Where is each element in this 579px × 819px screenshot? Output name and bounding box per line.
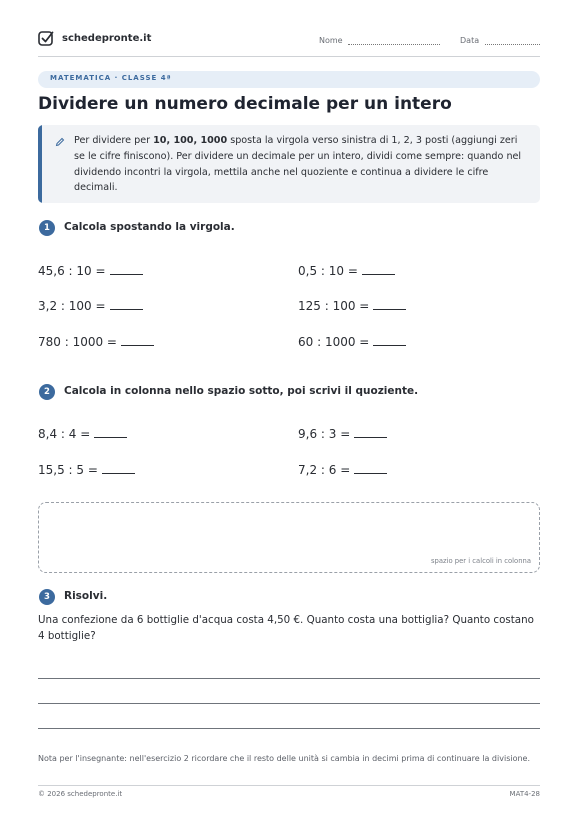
exercise-1-item [38,264,143,278]
answer-blank[interactable] [102,464,135,474]
footer-code: MAT4-28 [509,790,540,798]
exercise-1-item [38,335,154,349]
exercise-1-item [298,299,406,313]
exercise-2-item [298,427,387,441]
name-label: Nome [319,36,343,45]
problem-text: Una confezione da 6 bottiglie d'acqua costa 4,50 €. Quanto costa una bottiglia? Quanto costano 4 bottiglie? [38,614,534,642]
brand [38,30,151,46]
calculation-area[interactable] [38,502,540,573]
item-text: 15,5 : 5 = [38,463,98,477]
item-text: 125 : 100 = [298,299,370,313]
answer-blank[interactable] [121,336,154,346]
header-divider [38,56,540,57]
name-field[interactable] [319,36,440,45]
info-text-bold: 10, 100, 1000 [153,135,228,146]
answer-blank[interactable] [354,464,387,474]
answer-line[interactable] [38,678,540,679]
answer-blank[interactable] [373,300,406,310]
exercise-number-2: 2 [39,384,55,400]
date-blank[interactable] [485,36,540,45]
item-text: 3,2 : 100 = [38,299,106,313]
info-text [74,133,530,196]
item-text: 9,6 : 3 = [298,427,351,441]
answer-blank[interactable] [110,300,143,310]
exercise-2-title: Calcola in colonna nello spazio sotto, poi scrivi il quoziente. [64,385,419,397]
exercise-2-item [298,463,387,477]
calculation-area-label: spazio per i calcoli in colonna [431,557,531,565]
answer-blank[interactable] [373,336,406,346]
answer-line[interactable] [38,703,540,704]
exercise-1-item [298,264,395,278]
info-accent-bar [38,125,42,203]
footer-divider [38,785,540,786]
brand-name: schedepronte.it [62,32,152,44]
exercise-1-item [38,299,143,313]
name-blank[interactable] [348,36,440,45]
exercise-1-item [298,335,406,349]
answer-line[interactable] [38,728,540,729]
answer-blank[interactable] [94,428,127,438]
exercise-3-title: Risolvi. [64,590,108,602]
checkbox-logo-icon [38,30,54,46]
exercise-number-1: 1 [39,220,55,236]
info-text-part1: Per dividere per [74,135,154,146]
exercise-number-3: 3 [39,589,55,605]
page-title: Dividere un numero decimale per un intero [38,94,452,114]
exercise-1-title: Calcola spostando la virgola. [64,221,235,233]
info-text-part2: sposta la virgola verso sinistra di 1, 2, 3 posti (aggiungi zeri se le cifre finiscono). Per dividere un decimale per un intero, dividi come sempre: quando nel dividendo incontri la virgola, mettila anche nel quoziente e continua a dividere le cifre decimali. [74,135,522,194]
item-text: 780 : 1000 = [38,335,117,349]
pencil-icon [55,137,65,147]
answer-blank[interactable] [110,265,143,275]
item-text: 60 : 1000 = [298,335,370,349]
item-text: 0,5 : 10 = [298,264,358,278]
date-label: Data [460,36,480,45]
item-text: 7,2 : 6 = [298,463,351,477]
exercise-2-item [38,463,135,477]
category-label: MATEMATICA · CLASSE 4ª [50,74,172,82]
answer-blank[interactable] [354,428,387,438]
teacher-note: Nota per l'insegnante: nell'esercizio 2 ricordare che il resto delle unità si cambia in decimi prima di continuare la divisione. [38,754,531,763]
date-field[interactable] [460,36,540,45]
info-box [38,125,540,203]
footer-copyright: © 2026 schedepronte.it [38,790,123,798]
item-text: 8,4 : 4 = [38,427,91,441]
exercise-2-item [38,427,127,441]
item-text: 45,6 : 10 = [38,264,106,278]
answer-blank[interactable] [362,265,395,275]
